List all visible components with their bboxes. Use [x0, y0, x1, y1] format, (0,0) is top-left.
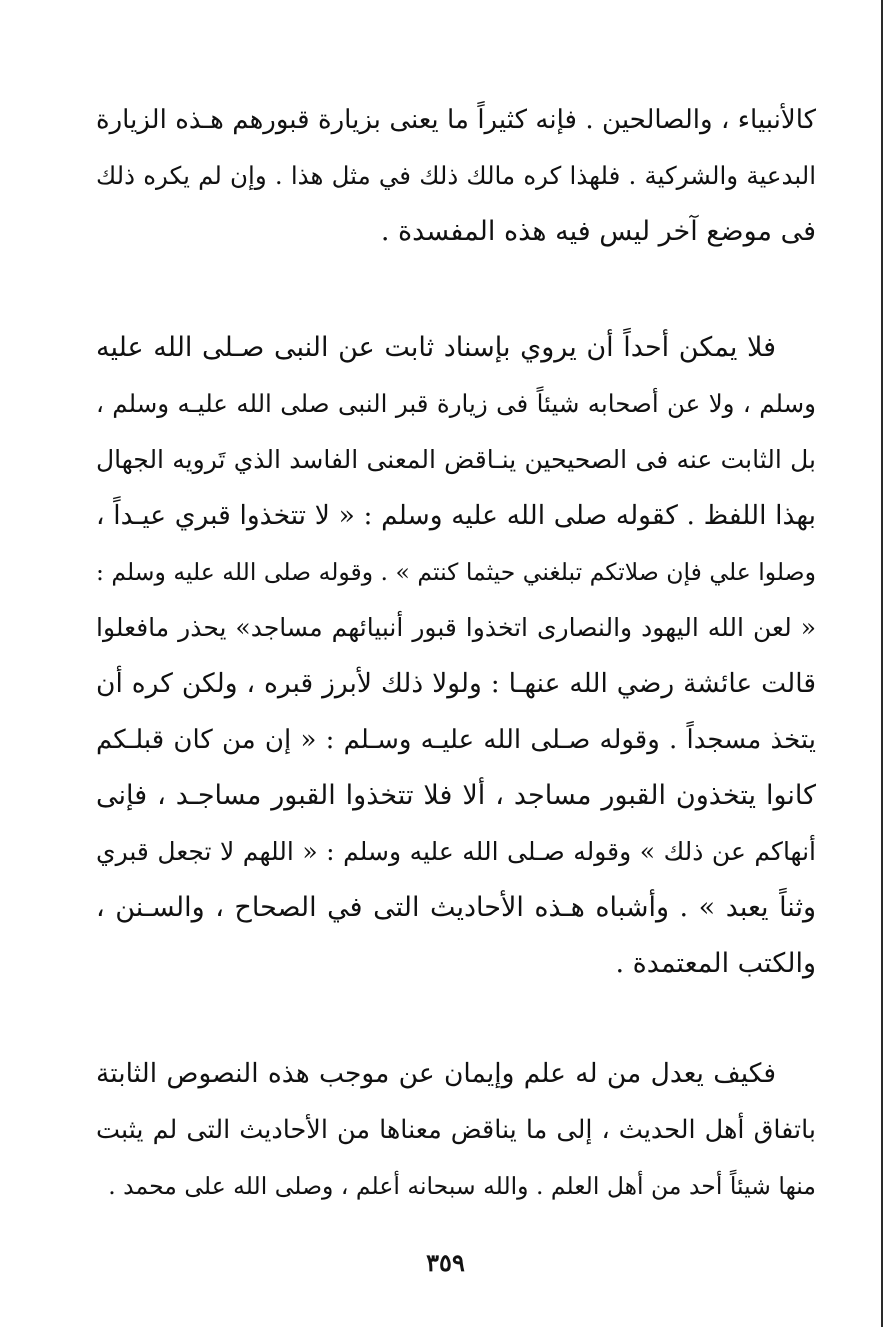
text-line: وثناً يعبد » . وأشباه هـذه الأحاديث التى في الصحاح ، والسـنن ، [96, 892, 816, 923]
text-line: فى موضع آخر ليس فيه هذه المفسدة . [380, 216, 816, 247]
paragraph-1 [96, 92, 816, 260]
text-line: فلا يمكن أحداً أن يروي بإسناد ثابت عن النبى صـلى الله عليه [96, 332, 776, 363]
text-line: قالت عائشة رضي الله عنهـا : ولولا ذلك لأبرز قبره ، ولكن كره أن [96, 668, 816, 699]
text-line: كالأنبياء ، والصالحين . فإنه كثيراً ما يعنى بزيارة قبورهم هـذه الزيارة [96, 105, 816, 135]
page-edge-line [881, 0, 883, 1327]
text-line: باتفاق أهل الحديث ، إلى ما يناقض معناها من الأحاديث التى لم يثبت [96, 1115, 816, 1145]
text-line: أنهاكم عن ذلك » وقوله صـلى الله عليه وسلم : « اللهم لا تجعل قبري [96, 837, 816, 866]
text-line: وصلوا علي فإن صلاتكم تبلغني حيثما كنتم » . وقوله صلى الله عليه وسلم : [96, 558, 816, 586]
page-number: ٣٥٩ [426, 1248, 465, 1277]
text-line: منها شيئاً أحد من أهل العلم . والله سبحانه أعلم ، وصلى الله على محمد . [108, 1172, 816, 1200]
text-line: فكيف يعدل من له علم وإيمان عن موجب هذه النصوص الثابتة [96, 1058, 776, 1089]
text-line: بل الثابت عنه فى الصحيحين ينـاقض المعنى الفاسد الذي تَرويه الجهال [96, 445, 816, 474]
paragraph-2 [96, 320, 816, 992]
text-line: البدعية والشركية . فلهذا كره مالك ذلك في مثل هذا . وإن لم يكره ذلك [96, 161, 816, 190]
text-line: بهذا اللفظ . كقوله صلى الله عليه وسلم : « لا تتخذوا قبري عيـداً ، [96, 500, 816, 531]
text-line: كانوا يتخذون القبور مساجد ، ألا فلا تتخذوا القبور مساجـد ، فإنى [96, 780, 816, 811]
paragraph-3 [96, 1046, 816, 1214]
text-line: يتخذ مسجداً . وقوله صـلى الله عليـه وسـلم : « إن من كان قبلـكم [96, 725, 816, 755]
text-line: والكتب المعتمدة . [615, 948, 816, 979]
text-line: وسلم ، ولا عن أصحابه شيئاً فى زيارة قبر النبى صلى الله عليـه وسلم ، [96, 389, 816, 418]
text-line: « لعن الله اليهود والنصارى اتخذوا قبور أنبيائهم مساجد» يحذر مافعلوا [96, 613, 816, 642]
